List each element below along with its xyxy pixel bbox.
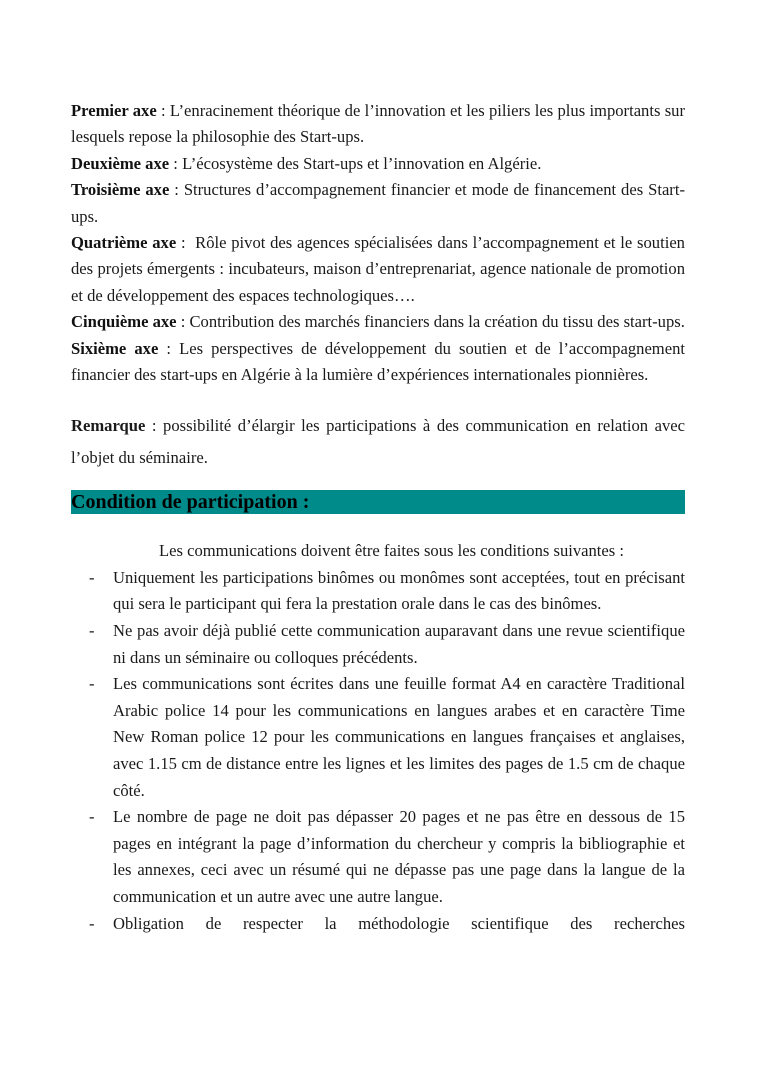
remark-label: Remarque xyxy=(71,416,146,436)
axis-4 xyxy=(71,230,685,309)
axis-1 xyxy=(71,98,685,151)
axis-4-label: Quatrième axe xyxy=(71,233,177,253)
axis-1-text: L’enracinement théorique de l’innovation et les piliers les plus importants sur lesquels repose la philosophie des Start-ups. xyxy=(71,101,685,147)
axis-3-separator: : xyxy=(169,180,184,200)
condition-text: Obligation de respecter la méthodologie scientifique des recherches xyxy=(113,913,685,933)
remark-separator: : xyxy=(145,416,164,436)
axis-6-separator: : xyxy=(158,338,180,358)
condition-item xyxy=(71,804,685,910)
dash-bullet-icon: - xyxy=(89,621,95,641)
dash-bullet-icon: - xyxy=(89,567,95,587)
dash-bullet-icon: - xyxy=(89,913,95,933)
axis-6-text: Les perspectives de développement du soutien et de l’accompagnement financier des start-ups en Algérie à la lumière d’expériences internationales pionnières. xyxy=(71,338,685,385)
axis-3 xyxy=(71,177,685,230)
condition-item xyxy=(71,565,685,618)
axis-4-text: Rôle pivot des agences spécialisées dans l’accompagnement et le soutien des projets émergents : incubateurs, maison d’entreprenariat, agence nationale de promotion et de développement des espaces technologiques…. xyxy=(71,233,685,305)
condition-text: Les communications sont écrites dans une feuille format A4 en caractère Traditional Arabic police 14 pour les communications en langues arabes et en caractère Time New Roman police 12 pour les communications en langues françaises et anglaises, avec 1.15 cm de distance entre les lignes et les limites des pages de 1.5 cm de chaque côté. xyxy=(113,674,685,800)
axis-2 xyxy=(71,151,685,177)
axis-6-label: Sixième axe xyxy=(71,338,159,358)
axis-5 xyxy=(71,309,685,335)
condition-text: Uniquement les participations binômes ou monômes sont acceptées, tout en précisant qui sera le participant qui fera la prestation orale dans le cas des binômes. xyxy=(113,567,685,614)
conditions-list xyxy=(71,565,685,937)
remark-text: possibilité d’élargir les participations à des communication en relation avec l’objet du séminaire. xyxy=(71,416,685,468)
axis-3-label: Troisième axe xyxy=(71,180,170,200)
condition-text: Ne pas avoir déjà publié cette communication auparavant dans une revue scientifique ni dans un séminaire ou colloques précédents. xyxy=(113,621,685,667)
section-heading-banner: Condition de participation : xyxy=(71,490,685,514)
condition-item xyxy=(71,911,685,938)
axis-1-separator: : xyxy=(156,101,170,120)
remark-paragraph xyxy=(71,410,685,474)
axis-4-separator: : xyxy=(176,233,196,253)
axis-6 xyxy=(71,336,685,389)
axis-2-separator: : xyxy=(169,153,183,173)
axis-3-text: Structures d’accompagnement financier et mode de financement des Start-ups. xyxy=(71,180,685,226)
document-page xyxy=(71,98,685,937)
axis-2-text: L’écosystème des Start-ups et l’innovation en Algérie. xyxy=(182,153,542,173)
condition-text: Le nombre de page ne doit pas dépasser 20 pages et ne pas être en dessous de 15 pages en intégrant la page d’information du chercheur y compris la bibliographie et les annexes, ceci avec un résumé qui ne dépasse pas une page dans la langue de la communication et un autre avec une autre langue. xyxy=(113,807,685,906)
conditions-intro: Les communications doivent être faites sous les conditions suivantes : xyxy=(159,541,624,561)
axis-2-label: Deuxième axe xyxy=(71,153,170,173)
dash-bullet-icon: - xyxy=(89,807,95,827)
axis-1-label: Premier axe xyxy=(71,101,157,120)
axis-5-text: Contribution des marchés financiers dans la création du tissu des start-ups. xyxy=(189,312,685,332)
axis-5-separator: : xyxy=(176,312,190,332)
condition-item xyxy=(71,618,685,671)
paragraph-spacer xyxy=(71,388,685,410)
dash-bullet-icon: - xyxy=(89,674,95,694)
axis-5-label: Cinquième axe xyxy=(71,312,177,332)
condition-item xyxy=(71,671,685,804)
